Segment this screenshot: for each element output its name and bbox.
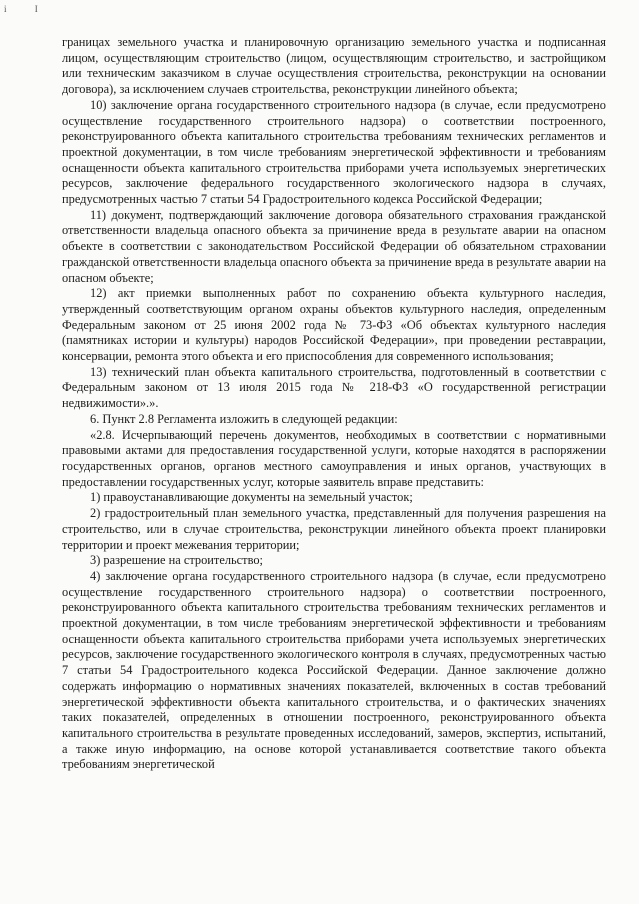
paragraph-continuation: границах земельного участка и планировочную организацию земельного участка и подписанная лицом, осуществляющим строительство (лицом, осуществляющим строительство, и застройщиком или техническим заказчиком в случае осуществления строительства, реконструкции на основании договора), за исключением случаев строительства, реконструкции линейного объекта;	[62, 35, 606, 97]
paragraph-clause-2-8: «2.8. Исчерпывающий перечень документов, необходимых в соответствии с нормативными правовыми актами для предоставления государственной услуги, которые находятся в распоряжении государственных органов, органов местного самоуправления и иных органов, участвующих в предоставлении государственных услуг, которые заявитель вправе представить:	[62, 427, 606, 489]
document-body	[62, 35, 606, 773]
paragraph-item-10: 10) заключение органа государственного строительного надзора (в случае, если предусмотрено осуществление государственного строительного надзора) о соответствии построенного, реконструированного объекта капитального строительства требованиям технических регламентов и проектной документации, в том числе требованиям энергетической эффективности и требованиям оснащенности объекта капитального строительства приборами учета используемых энергетических ресурсов, заключение федерального государственного экологического надзора в случаях, предусмотренных частью 7 статьи 54 Градостроительного кодекса Российской Федерации;	[62, 97, 606, 207]
paragraph-list-item-1: 1) правоустанавливающие документы на земельный участок;	[90, 490, 413, 505]
scan-mark: I	[34, 4, 38, 14]
paragraph-item-12: 12) акт приемки выполненных работ по сохранению объекта культурного наследия, утвержденный соответствующим органом охраны объектов культурного наследия, определенным Федеральным законом от 25 июня 2002 года № 73-ФЗ «Об объектах культурного наследия (памятниках истории и культуры) народов Российской Федерации», при проведении реставрации, консервации, ремонта этого объекта и его приспособления для современного использования;	[62, 286, 606, 364]
paragraph-list-item-3: 3) разрешение на строительство;	[90, 553, 263, 568]
paragraph-item-13: 13) технический план объекта капитального строительства, подготовленный в соответствии с Федеральным законом от 13 июля 2015 года № 218-ФЗ «О государственной регистрации недвижимости».».	[62, 364, 606, 411]
paragraph-section-6: 6. Пункт 2.8 Регламента изложить в следующей редакции:	[90, 411, 398, 426]
scan-marks	[4, 4, 64, 14]
paragraph-item-11: 11) документ, подтверждающий заключение договора обязательного страхования гражданской ответственности владельца опасного объекта за причинение вреда в результате аварии на опасном объекте в соответствии с законодательством Российской Федерации об обязательном страховании гражданской ответственности владельца опасного объекта за причинение вреда в результате аварии на опасном объекте;	[62, 207, 606, 285]
paragraph-list-item-4: 4) заключение органа государственного строительного надзора (в случае, если предусмотрено осуществление государственного строительного надзора) о соответствии построенного, реконструированного объекта капитального строительства требованиям технических регламентов и проектной документации, в том числе требованиям энергетической эффективности и требованиям оснащенности объекта капитального строительства приборами учета используемых энергетических ресурсов, заключение государственного экологического контроля в случаях, предусмотренных частью 7 статьи 54 Градостроительного кодекса Российской Федерации. Данное заключение должно содержать информацию о нормативных значениях показателей, включенных в состав требований энергетической эффективности объекта капитального строительства, и о фактических значениях таких показателей, определенных в отношении построенного, реконструированного объекта капитального строительства в результате проведенных исследований, замеров, экспертиз, испытаний, а также иную информацию, на основе которой устанавливается соответствие такого объекта требованиям энергетической	[62, 568, 606, 772]
paragraph-list-item-2: 2) градостроительный план земельного участка, представленный для получения разрешения на строительство, или в случае строительства, реконструкции линейного объекта проект планировки территории и проект межевания территории;	[62, 506, 606, 552]
scan-mark: i	[4, 4, 7, 14]
